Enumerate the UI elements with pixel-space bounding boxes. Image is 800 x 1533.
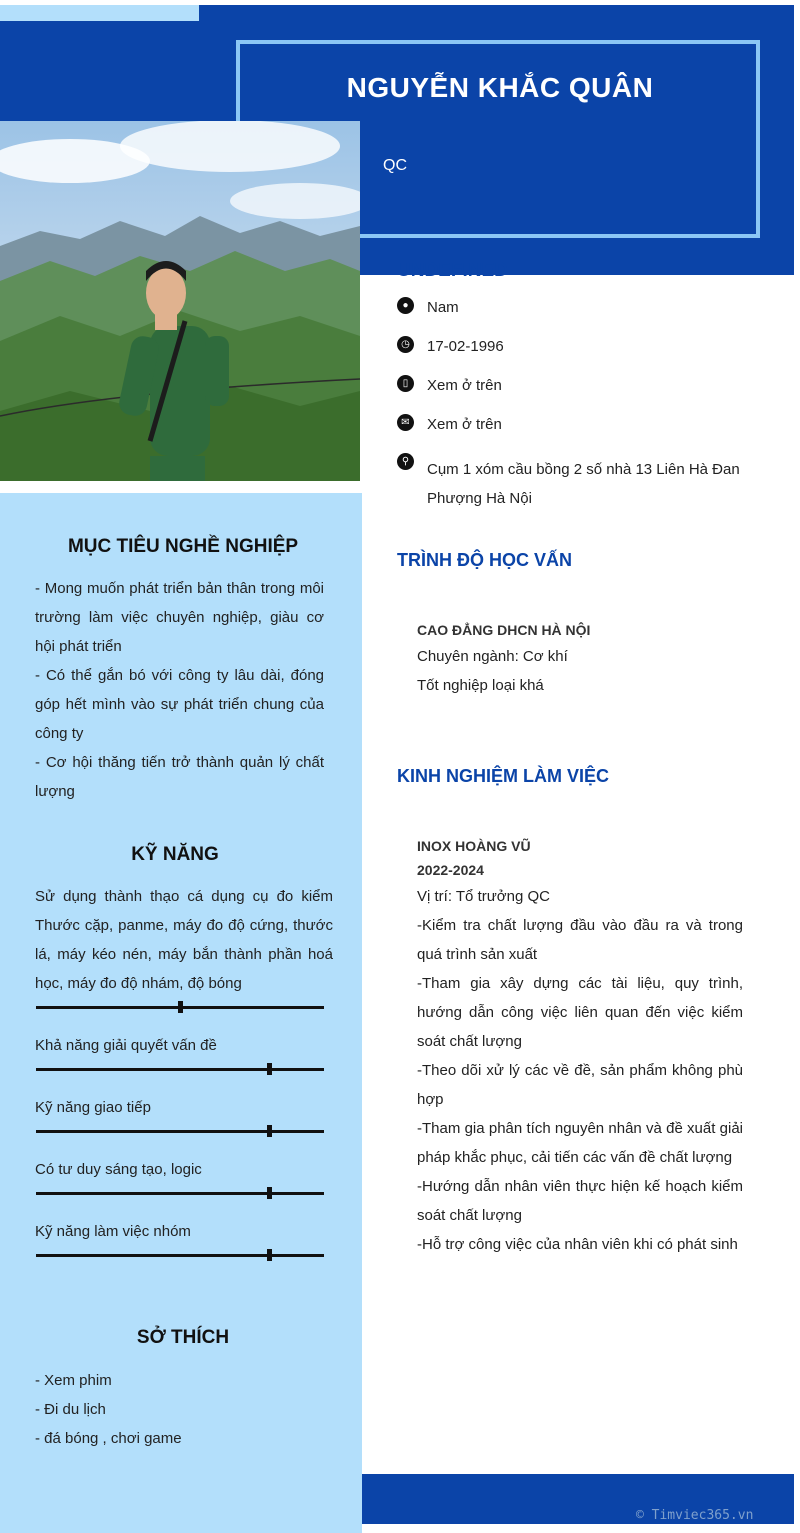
hobby-item: - Đi du lịch xyxy=(35,1401,106,1418)
skills-title: KỸ NĂNG xyxy=(131,844,219,865)
skill-label: Có tư duy sáng tạo, logic xyxy=(35,1161,202,1178)
skill-level-marker xyxy=(267,1063,272,1075)
skill-bar xyxy=(36,1254,324,1257)
objective-line: - Cơ hội thăng tiến trở thành quản lý chất lượng xyxy=(35,754,324,800)
skill-label: Khả năng giải quyết vấn đề xyxy=(35,1037,217,1054)
clock-icon: ◷ xyxy=(397,336,414,353)
education-grade: Tốt nghiệp loại khá xyxy=(417,677,544,694)
experience-duty: -Tham gia xây dựng các tài liệu, quy trình, hướng dẫn công việc liên quan đến việc kiểm soát chất lượng xyxy=(417,975,743,1050)
skill-level-marker xyxy=(267,1125,272,1137)
experience-body xyxy=(417,882,743,1259)
experience-duty: -Hướng dẫn nhân viên thực hiện kế hoạch kiểm soát chất lượng xyxy=(417,1178,743,1224)
skill-level-marker xyxy=(267,1187,272,1199)
hobby-item: - Xem phim xyxy=(35,1372,112,1389)
skill-bar xyxy=(36,1130,324,1133)
birthday-value: 17-02-1996 xyxy=(427,338,504,355)
experience-duty: -Kiểm tra chất lượng đầu vào đầu ra và trong quá trình sản xuất xyxy=(417,917,743,963)
hobbies-title: SỞ THÍCH xyxy=(136,1327,230,1348)
skill-bar xyxy=(36,1006,324,1009)
experience-title: KINH NGHIỆM LÀM VIỆC xyxy=(397,766,610,786)
watermark: © Timviec365.vn xyxy=(636,1508,754,1523)
user-icon: ● xyxy=(397,297,414,314)
objective-title: MỤC TIÊU NGHỀ NGHIỆP xyxy=(67,536,299,557)
email-value: Xem ở trên xyxy=(427,416,502,433)
hobby-item: - đá bóng , chơi game xyxy=(35,1430,182,1447)
skill-bar xyxy=(36,1192,324,1195)
gender-value: Nam xyxy=(427,299,459,316)
skill-label: Kỹ năng làm việc nhóm xyxy=(35,1223,191,1240)
skill-level-marker xyxy=(178,1001,183,1013)
experience-duty: -Tham gia phân tích nguyên nhân và đề xuất giải pháp khắc phục, cải tiến các vấn đề chất lượng xyxy=(417,1120,743,1166)
skill-label: Sử dụng thành thạo cá dụng cụ đo kiểm Thước cặp, panme, máy đo độ cứng, thước lá, máy kéo nén, máy bắn thành phần hoá học, máy đo độ nhám, độ bóng xyxy=(35,888,333,992)
experience-position: Vị trí: Tổ trưởng QC xyxy=(417,888,550,905)
phone-icon: ▯ xyxy=(397,375,414,392)
objective-body xyxy=(35,574,324,806)
address-value: Cụm 1 xóm cầu bồng 2 số nhà 13 Liên Hà Đan Phượng Hà Nội xyxy=(427,461,740,507)
experience-duty: -Hỗ trợ công việc của nhân viên khi có phát sinh xyxy=(417,1236,738,1253)
objective-line: - Có thể gắn bó với công ty lâu dài, đóng góp hết mình vào sự phát triển chung của công ty xyxy=(35,667,324,742)
education-title: TRÌNH ĐỘ HỌC VẤN xyxy=(397,550,572,570)
contact-heading-text: UNDEFINED xyxy=(397,262,508,281)
header-accent-strip xyxy=(0,5,199,21)
location-pin-icon: ⚲ xyxy=(397,453,414,470)
envelope-icon: ✉ xyxy=(397,414,414,431)
phone-value: Xem ở trên xyxy=(427,377,502,394)
experience-period: 2022-2024 xyxy=(417,862,484,878)
experience-company: INOX HOÀNG VŨ xyxy=(417,838,531,854)
contact-heading xyxy=(397,262,508,284)
job-title: QC xyxy=(383,157,407,174)
education-major: Chuyên ngành: Cơ khí xyxy=(417,648,568,665)
skill-label: Kỹ năng giao tiếp xyxy=(35,1099,151,1116)
objective-line: - Mong muốn phát triển bản thân trong môi trường làm việc chuyên nghiệp, giàu cơ hội phát triển xyxy=(35,580,324,655)
profile-photo xyxy=(0,121,360,481)
experience-duty: -Theo dõi xử lý các về đề, sản phẩm không phù hợp xyxy=(417,1062,743,1108)
skill-bar xyxy=(36,1068,324,1071)
education-school: CAO ĐẲNG DHCN HÀ NỘI xyxy=(417,622,591,638)
skill-level-marker xyxy=(267,1249,272,1261)
candidate-name: NGUYỄN KHẮC QUÂN xyxy=(346,72,654,103)
